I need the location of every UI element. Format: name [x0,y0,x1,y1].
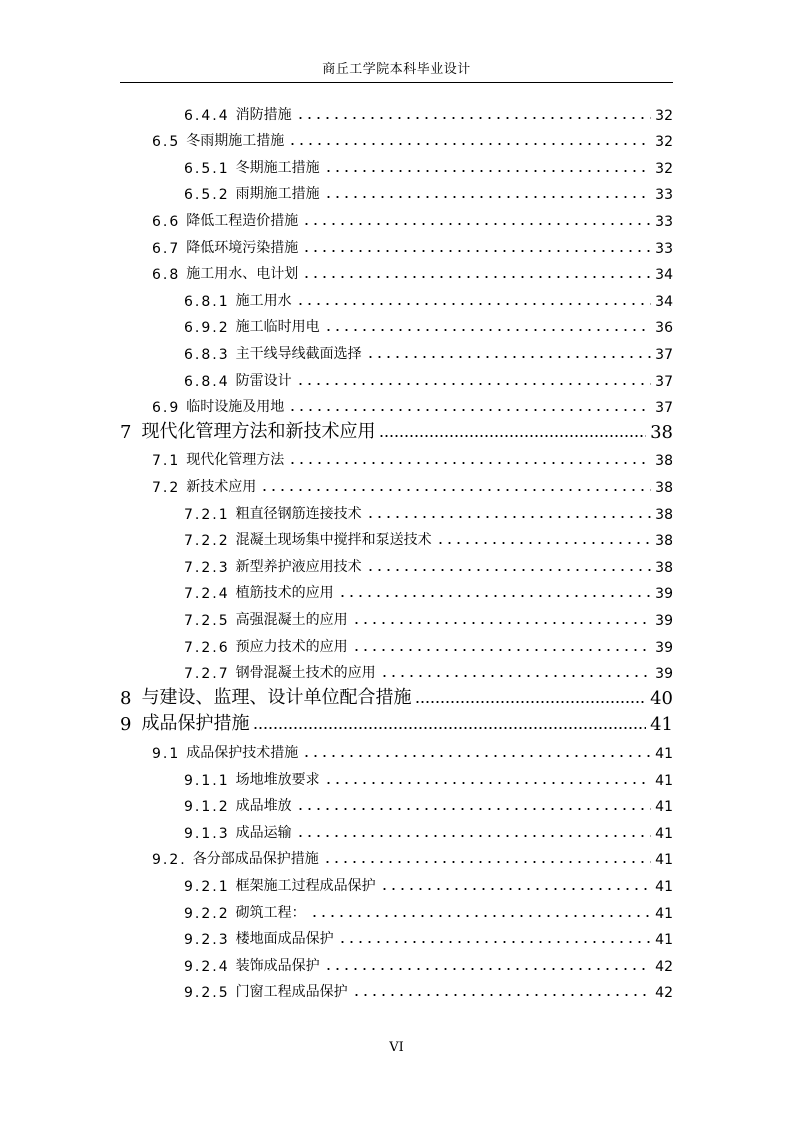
dot-leader [296,374,651,386]
toc-entry[interactable] [184,602,673,629]
toc-entry-title: 成品保护技术措施 [186,744,299,761]
toc-entry[interactable] [184,868,673,895]
toc-entry-number: 9.2.5 [184,985,230,1002]
toc-entry-title: 门窗工程成品保护 [235,984,348,1001]
toc-entry[interactable] [184,336,673,363]
toc-entry-title: 各分部成品保护措施 [192,851,319,868]
toc-entry-number: 6.7 [152,240,181,257]
dot-leader [310,906,651,918]
toc-entry-page: 41 [655,772,673,789]
toc-entry-number: 6.8.4 [184,373,230,390]
dot-leader [296,294,651,306]
toc-entry-title: 雨期施工措施 [235,186,320,203]
dot-leader [296,826,651,838]
page-number: VI [389,1040,404,1055]
page-header: 商丘工学院本科毕业设计 [322,62,471,77]
dot-leader [338,586,651,598]
toc-entry-page: 34 [655,267,673,284]
dot-leader [366,507,651,519]
toc-entry-number: 9.1 [152,745,181,762]
toc-entry-number: 6.6 [152,213,181,230]
toc-entry-page: 32 [655,160,673,177]
toc-entry-page: 37 [655,346,673,363]
toc-entry-title: 装饰成品保护 [235,957,320,974]
dot-leader [296,108,651,120]
toc-entry[interactable] [184,523,673,550]
toc-entry-number: 9.2.3 [184,932,230,949]
dot-leader [302,241,651,253]
dot-leader [352,640,651,652]
toc-entry[interactable] [152,257,673,284]
toc-entry-title: 施工临时用电 [235,319,320,336]
toc-entry-title: 现代化管理方法和新技术应用 [141,420,376,442]
toc-entry[interactable] [184,815,673,842]
toc-entry-number: 9.2. [152,852,187,869]
toc-entry-page: 37 [655,373,673,390]
toc-entry-page: 42 [655,958,673,975]
toc-entry-page: 42 [655,985,673,1002]
toc-entry-title: 楼地面成品保护 [235,931,334,948]
toc-entry-page: 39 [655,666,673,683]
toc-entry[interactable] [152,390,673,417]
toc-entry-page: 41 [655,878,673,895]
toc-entry[interactable] [152,842,673,869]
toc-entry[interactable] [184,895,673,922]
toc-entry[interactable] [184,283,673,310]
toc-entry[interactable] [152,124,673,151]
toc-entry-title: 新技术应用 [186,478,257,495]
toc-entry-title: 消防措施 [235,106,292,123]
dot-leader [352,613,651,625]
toc-entry-title: 成品堆放 [235,798,292,815]
toc-entry[interactable] [120,416,673,443]
toc-entry-number: 7.2.3 [184,559,230,576]
toc-entry-title: 新型养护液应用技术 [235,558,362,575]
toc-entry-number: 6.9.2 [184,320,230,337]
toc-entry-title: 降低环境污染措施 [186,239,299,256]
dot-leader [323,852,651,864]
toc-entry-title: 植筋技术的应用 [235,585,334,602]
toc-entry-page: 38 [655,506,673,523]
dot-leader [324,161,651,173]
toc-entry-number: 8 [120,687,132,709]
toc-entry[interactable] [184,310,673,337]
toc-entry-page: 41 [655,745,673,762]
toc-entry[interactable] [184,922,673,949]
toc-entry-page: 38 [650,421,673,443]
dot-leader [379,426,646,438]
toc-entry[interactable] [184,975,673,1002]
toc-entry-page: 36 [655,320,673,337]
toc-entry-number: 9.2.1 [184,878,230,895]
toc-entry-page: 38 [655,559,673,576]
dot-leader [288,453,651,465]
toc-entry-title: 成品保护措施 [141,713,250,735]
toc-entry-page: 32 [655,134,673,151]
toc-entry-page: 33 [655,213,673,230]
toc-entry-number: 7.2.5 [184,612,230,629]
dot-leader [260,480,651,492]
dot-leader [324,320,651,332]
toc-entry[interactable] [184,150,673,177]
toc-entry-number: 9.2.2 [184,905,230,922]
dot-leader [296,799,651,811]
toc-entry-number: 9 [120,714,132,736]
toc-entry-page: 39 [655,612,673,629]
toc-entry-page: 41 [655,905,673,922]
toc-entry[interactable] [120,682,673,709]
dot-leader [302,214,651,226]
toc-entry-number: 6.5.1 [184,160,230,177]
dot-leader [324,773,651,785]
dot-leader [324,959,651,971]
toc-entry-page: 41 [650,714,673,736]
toc-entry[interactable] [184,629,673,656]
toc-entry[interactable] [184,948,673,975]
toc-entry[interactable] [184,363,673,390]
dot-leader [366,347,651,359]
dot-leader [415,692,646,704]
toc-entry-number: 6.8.3 [184,346,230,363]
toc-entry-title: 场地堆放要求 [235,771,320,788]
toc-entry-number: 7 [120,421,132,443]
dot-leader [436,533,651,545]
toc-entry-title: 防雷设计 [235,372,292,389]
toc-entry-number: 7.2.4 [184,586,230,603]
toc-entry[interactable] [184,762,673,789]
toc-entry-title: 与建设、监理、设计单位配合措施 [141,686,412,708]
toc-entry-title: 冬期施工措施 [235,159,320,176]
toc-entry-number: 6.5.2 [184,187,230,204]
toc-entry[interactable] [184,177,673,204]
toc-entry-number: 9.1.2 [184,799,230,816]
toc-entry-number: 7.2.1 [184,506,230,523]
toc-entry-page: 33 [655,187,673,204]
toc-entry-title: 砌筑工程： [235,904,306,921]
toc-entry-page: 39 [655,639,673,656]
toc-entry-title: 冬雨期施工措施 [186,133,285,150]
dot-leader [380,879,651,891]
toc-entry[interactable] [152,443,673,470]
toc-entry-title: 框架施工过程成品保护 [235,877,376,894]
toc-entry-number: 7.2.7 [184,666,230,683]
toc-entry-number: 9.2.4 [184,958,230,975]
toc-entry-number: 7.1 [152,453,181,470]
dot-leader [253,718,646,730]
toc-entry-title: 施工用水 [235,292,292,309]
toc-entry[interactable] [184,496,673,523]
toc-entry[interactable] [152,203,673,230]
toc-entry-number: 6.8.1 [184,293,230,310]
toc-entry[interactable] [184,656,673,683]
dot-leader [380,666,651,678]
toc-entry-title: 预应力技术的应用 [235,638,348,655]
toc-entry-number: 7.2.2 [184,533,230,550]
header-divider [120,82,673,83]
toc-entry-page: 38 [655,533,673,550]
toc-entry[interactable] [184,576,673,603]
toc-entry-number: 6.8 [152,267,181,284]
toc-entry[interactable] [152,230,673,257]
toc-entry-title: 施工用水、电计划 [186,266,299,283]
toc-entry-page: 38 [655,479,673,496]
toc-entry-page: 41 [655,932,673,949]
dot-leader [288,134,651,146]
toc-entry-page: 33 [655,240,673,257]
dot-leader [302,746,651,758]
dot-leader [352,985,651,997]
toc-entry-title: 混凝土现场集中搅拌和泵送技术 [235,532,432,549]
toc-entry-page: 41 [655,799,673,816]
toc-entry-page: 40 [650,687,673,709]
toc-entry-number: 7.2.6 [184,639,230,656]
toc-entry-title: 成品运输 [235,824,292,841]
toc-entry-title: 高强混凝土的应用 [235,611,348,628]
toc-entry-number: 9.1.3 [184,825,230,842]
toc-entry-page: 41 [655,825,673,842]
toc-entry[interactable] [184,789,673,816]
toc-entry-title: 降低工程造价措施 [186,212,299,229]
toc-entry-title: 主干线导线截面选择 [235,345,362,362]
toc-entry-page: 37 [655,400,673,417]
toc-entry-page: 38 [655,453,673,470]
toc-entry[interactable] [184,549,673,576]
dot-leader [302,267,651,279]
toc-entry-number: 6.9 [152,400,181,417]
toc-entry-number: 6.4.4 [184,107,230,124]
dot-leader [288,400,651,412]
toc-entry[interactable] [152,469,673,496]
dot-leader [324,187,651,199]
toc-entry-number: 6.5 [152,134,181,151]
toc-entry-title: 粗直径钢筋连接技术 [235,505,362,522]
toc-entry-number: 9.1.1 [184,772,230,789]
toc-entry-title: 现代化管理方法 [186,452,285,469]
toc-entry-page: 39 [655,586,673,603]
toc-entry[interactable] [184,97,673,124]
toc-entry-title: 钢骨混凝土技术的应用 [235,665,376,682]
dot-leader [366,560,651,572]
toc-entry[interactable] [152,735,673,762]
dot-leader [338,932,651,944]
toc-entry-page: 41 [655,852,673,869]
toc-entry-page: 34 [655,293,673,310]
toc-entry[interactable] [120,709,673,736]
toc-entry-number: 7.2 [152,479,181,496]
toc-entry-title: 临时设施及用地 [186,399,285,416]
toc-entry-page: 32 [655,107,673,124]
